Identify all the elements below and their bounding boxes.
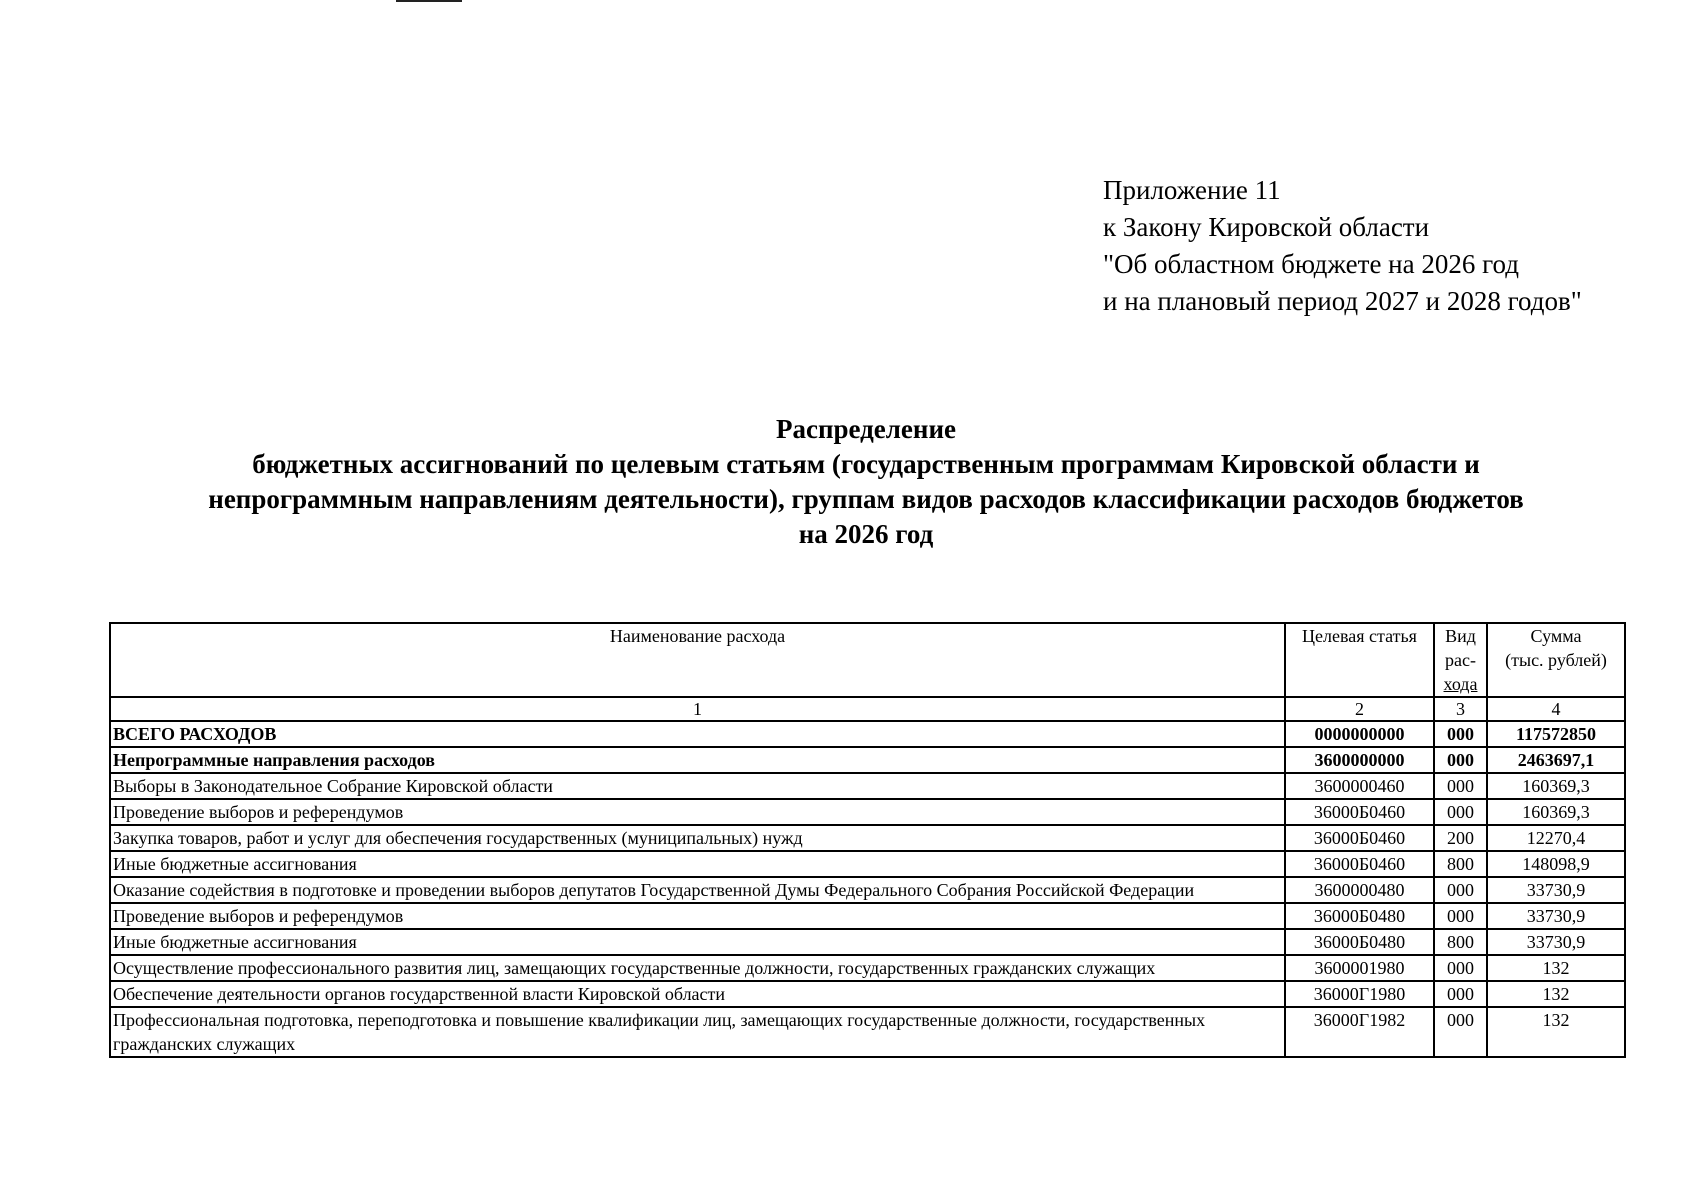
top-scan-mark bbox=[396, 0, 462, 2]
table-row bbox=[110, 825, 1625, 851]
table-row bbox=[110, 747, 1625, 773]
cell-kind: 000 bbox=[1434, 799, 1487, 825]
cell-name: Профессиональная подготовка, переподготовка и повышение квалификации лиц, замещающих государственные должности, государственных гражданских служащих bbox=[110, 1007, 1285, 1057]
cell-sum: 132 bbox=[1487, 981, 1625, 1007]
cell-name: Выборы в Законодательное Собрание Кировской области bbox=[110, 773, 1285, 799]
cell-kind: 000 bbox=[1434, 903, 1487, 929]
header-name: Наименование расхода bbox=[110, 623, 1285, 697]
cell-code: 3600000460 bbox=[1285, 773, 1434, 799]
title-line: бюджетных ассигнований по целевым статьям (государственным программам Кировской области и bbox=[252, 449, 1480, 479]
table-row bbox=[110, 903, 1625, 929]
cell-sum: 2463697,1 bbox=[1487, 747, 1625, 773]
cell-code: 36000Б0460 bbox=[1285, 825, 1434, 851]
table-row bbox=[110, 877, 1625, 903]
title-line: Распределение bbox=[775, 414, 957, 444]
cell-name: Проведение выборов и референдумов bbox=[110, 903, 1285, 929]
cell-name: Обеспечение деятельности органов государственной власти Кировской области bbox=[110, 981, 1285, 1007]
cell-code: 3600001980 bbox=[1285, 955, 1434, 981]
column-number: 4 bbox=[1487, 697, 1625, 721]
cell-kind: 000 bbox=[1434, 955, 1487, 981]
cell-code: 36000Г1982 bbox=[1285, 1007, 1434, 1057]
cell-code: 0000000000 bbox=[1285, 721, 1434, 747]
cell-code: 3600000480 bbox=[1285, 877, 1434, 903]
cell-name: Иные бюджетные ассигнования bbox=[110, 851, 1285, 877]
table-row bbox=[110, 721, 1625, 747]
table-row bbox=[110, 773, 1625, 799]
column-number: 2 bbox=[1285, 697, 1434, 721]
title-line: непрограммным направлениям деятельности), группам видов расходов классификации расходов бюджетов bbox=[208, 484, 1524, 514]
header-sum bbox=[1487, 623, 1625, 697]
cell-kind: 000 bbox=[1434, 773, 1487, 799]
cell-sum: 12270,4 bbox=[1487, 825, 1625, 851]
cell-kind: 000 bbox=[1434, 721, 1487, 747]
cell-kind: 200 bbox=[1434, 825, 1487, 851]
cell-code: 36000Б0480 bbox=[1285, 929, 1434, 955]
cell-kind: 800 bbox=[1434, 929, 1487, 955]
cell-sum: 33730,9 bbox=[1487, 929, 1625, 955]
budget-table bbox=[109, 622, 1626, 1058]
cell-sum: 117572850 bbox=[1487, 721, 1625, 747]
header-kind-line: рас- bbox=[1445, 650, 1476, 670]
cell-code: 3600000000 bbox=[1285, 747, 1434, 773]
cell-kind: 000 bbox=[1434, 877, 1487, 903]
appendix-line: и на плановый период 2027 и 2028 годов" bbox=[1103, 286, 1582, 316]
header-kind-line: хода bbox=[1443, 674, 1478, 694]
cell-sum: 160369,3 bbox=[1487, 799, 1625, 825]
title-line: на 2026 год bbox=[798, 519, 934, 549]
table-row bbox=[110, 955, 1625, 981]
cell-code: 36000Г1980 bbox=[1285, 981, 1434, 1007]
column-number: 1 bbox=[110, 697, 1285, 721]
cell-name: Проведение выборов и референдумов bbox=[110, 799, 1285, 825]
cell-kind: 800 bbox=[1434, 851, 1487, 877]
appendix-line: Приложение 11 bbox=[1103, 175, 1281, 205]
cell-sum: 160369,3 bbox=[1487, 773, 1625, 799]
table-row bbox=[110, 851, 1625, 877]
header-sum-line: (тыс. рублей) bbox=[1505, 650, 1607, 670]
column-number-row bbox=[110, 697, 1625, 721]
cell-name: ВСЕГО РАСХОДОВ bbox=[110, 721, 1285, 747]
cell-sum: 33730,9 bbox=[1487, 903, 1625, 929]
header-kind-line: Вид bbox=[1445, 626, 1476, 646]
header-kind bbox=[1434, 623, 1487, 697]
cell-sum: 148098,9 bbox=[1487, 851, 1625, 877]
table-row bbox=[110, 799, 1625, 825]
cell-name: Оказание содействия в подготовке и проведении выборов депутатов Государственной Думы Федерального Собрания Российской Федерации bbox=[110, 877, 1285, 903]
cell-code: 36000Б0480 bbox=[1285, 903, 1434, 929]
appendix-line: к Закону Кировской области bbox=[1103, 212, 1430, 242]
table-row bbox=[110, 1007, 1625, 1057]
header-sum-line: Сумма bbox=[1530, 626, 1582, 646]
column-number: 3 bbox=[1434, 697, 1487, 721]
cell-kind: 000 bbox=[1434, 747, 1487, 773]
appendix-reference bbox=[1103, 172, 1582, 320]
cell-name: Закупка товаров, работ и услуг для обеспечения государственных (муниципальных) нужд bbox=[110, 825, 1285, 851]
appendix-line: "Об областном бюджете на 2026 год bbox=[1103, 249, 1519, 279]
table-body bbox=[110, 721, 1625, 1057]
cell-name: Иные бюджетные ассигнования bbox=[110, 929, 1285, 955]
table-row bbox=[110, 929, 1625, 955]
cell-sum: 132 bbox=[1487, 955, 1625, 981]
table-row bbox=[110, 981, 1625, 1007]
header-code: Целевая статья bbox=[1285, 623, 1434, 697]
cell-sum: 132 bbox=[1487, 1007, 1625, 1057]
cell-kind: 000 bbox=[1434, 981, 1487, 1007]
cell-sum: 33730,9 bbox=[1487, 877, 1625, 903]
document-title bbox=[110, 412, 1622, 552]
cell-name: Непрограммные направления расходов bbox=[110, 747, 1285, 773]
cell-kind: 000 bbox=[1434, 1007, 1487, 1057]
cell-name: Осуществление профессионального развития лиц, замещающих государственные должности, государственных гражданских служащих bbox=[110, 955, 1285, 981]
cell-code: 36000Б0460 bbox=[1285, 799, 1434, 825]
cell-code: 36000Б0460 bbox=[1285, 851, 1434, 877]
table-header-row bbox=[110, 623, 1625, 697]
